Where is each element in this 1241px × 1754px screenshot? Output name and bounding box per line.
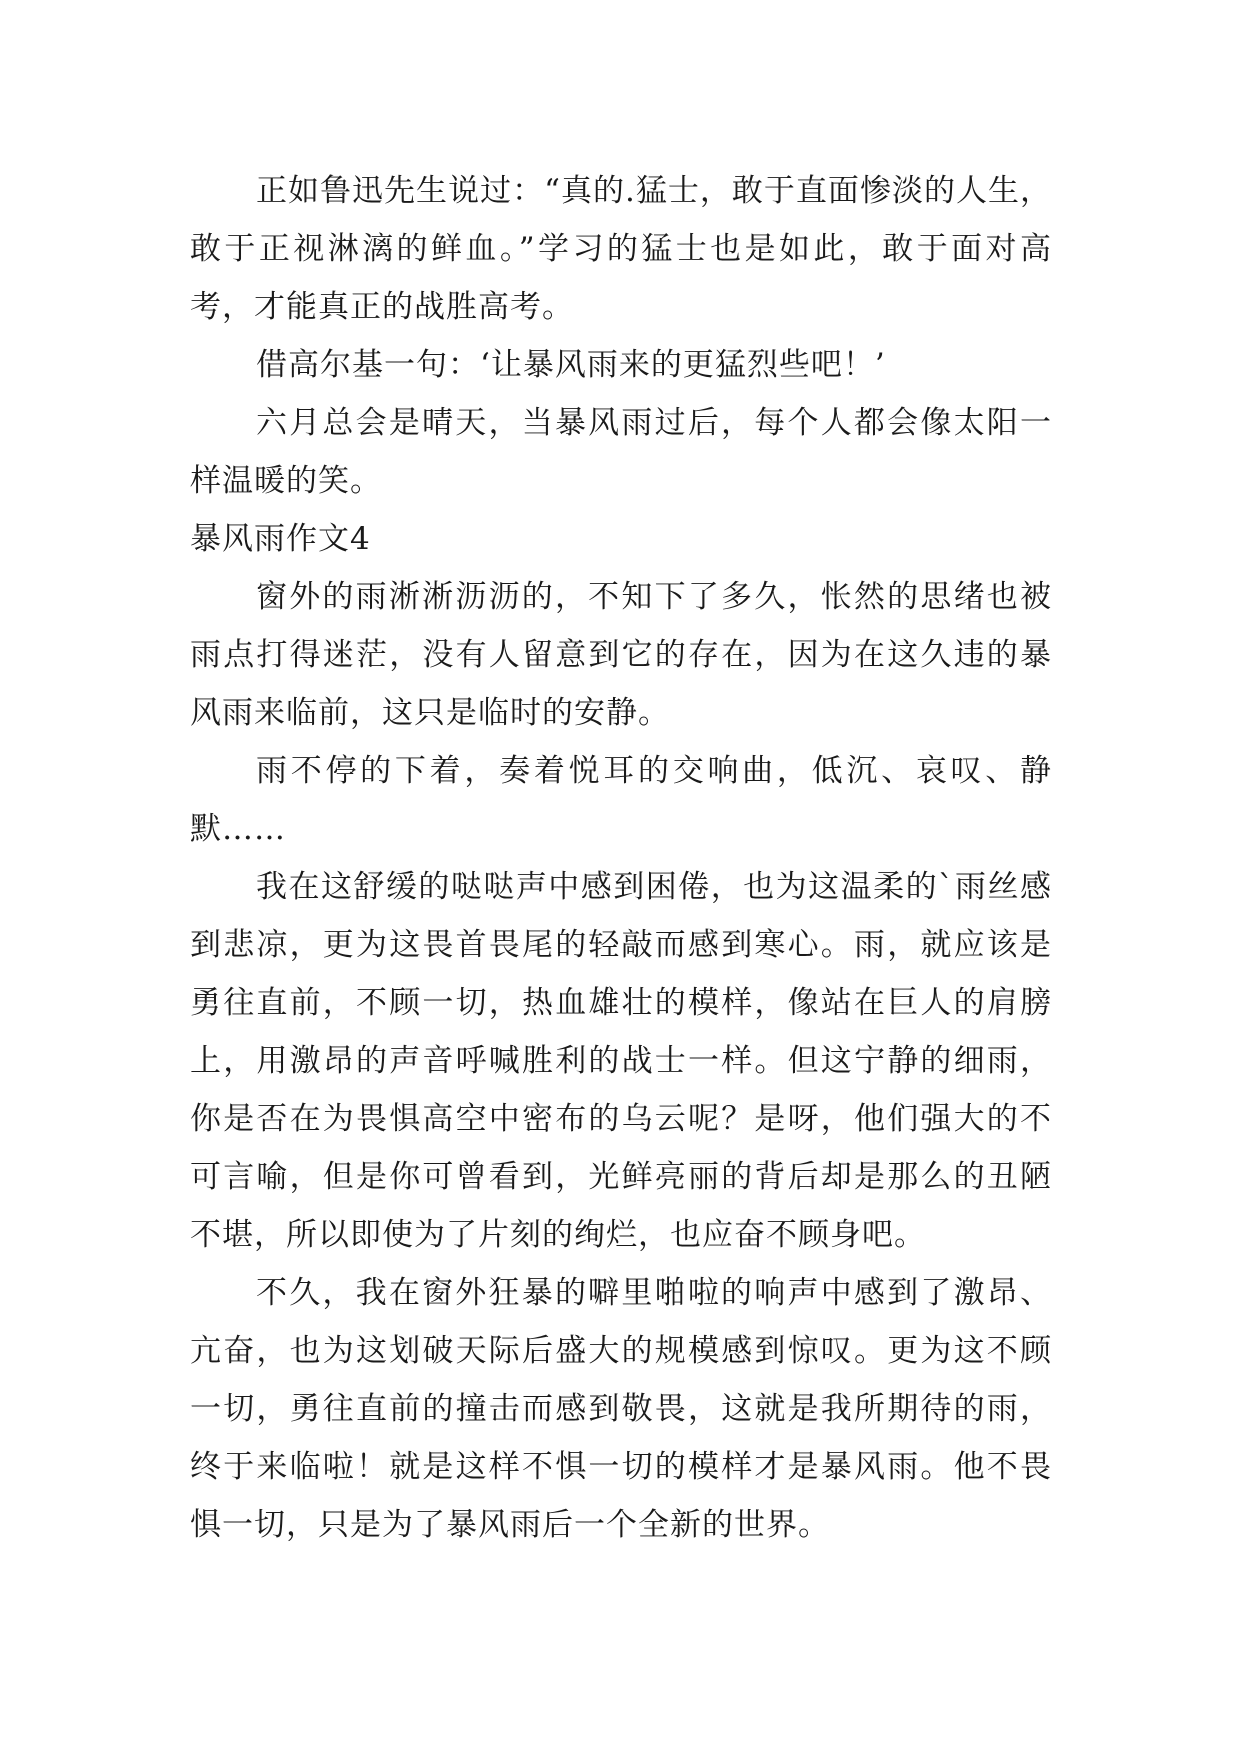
paragraph-7: 不久，我在窗外狂暴的噼里啪啦的响声中感到了激昂、亢奋，也为这划破天际后盛大的规模感到惊叹。更为这不顾一切，勇往直前的撞击而感到敬畏，这就是我所期待的雨，终于来临啦！就是这样不惧一切的模样才是暴风雨。他不畏惧一切，只是为了暴风雨后一个全新的世界。 bbox=[190, 1275, 1052, 1543]
paragraph-6: 我在这舒缓的哒哒声中感到困倦，也为这温柔的`雨丝感到悲凉，更为这畏首畏尾的轻敲而感到寒心。雨，就应该是勇往直前，不顾一切，热血雄壮的模样，像站在巨人的肩膀上，用激昂的声音呼喊胜利的战士一样。但这宁静的细雨，你是否在为畏惧高空中密布的乌云呢？是呀，他们强大的不可言喻，但是你可曾看到，光鲜亮丽的背后却是那么的丑陋不堪，所以即使为了片刻的绚烂，也应奋不顾身吧。 bbox=[190, 869, 1052, 1253]
section-heading: 暴风雨作文4 bbox=[190, 521, 371, 557]
paragraph-1: 正如鲁迅先生说过：“真的.猛士，敢于直面惨淡的人生，敢于正视淋漓的鲜血。”学习的猛士也是如此，敢于面对高考，才能真正的战胜高考。 bbox=[190, 173, 1052, 325]
document-body bbox=[190, 162, 1052, 1554]
paragraph-5: 雨不停的下着，奏着悦耳的交响曲，低沉、哀叹、静默…… bbox=[190, 753, 1052, 847]
paragraph-3: 六月总会是晴天，当暴风雨过后，每个人都会像太阳一样温暖的笑。 bbox=[190, 405, 1052, 499]
paragraph-4: 窗外的雨淅淅沥沥的，不知下了多久，怅然的思绪也被雨点打得迷茫，没有人留意到它的存在，因为在这久违的暴风雨来临前，这只是临时的安静。 bbox=[190, 579, 1052, 731]
paragraph-2: 借高尔基一句：‘让暴风雨来的更猛烈些吧！’ bbox=[256, 347, 886, 383]
